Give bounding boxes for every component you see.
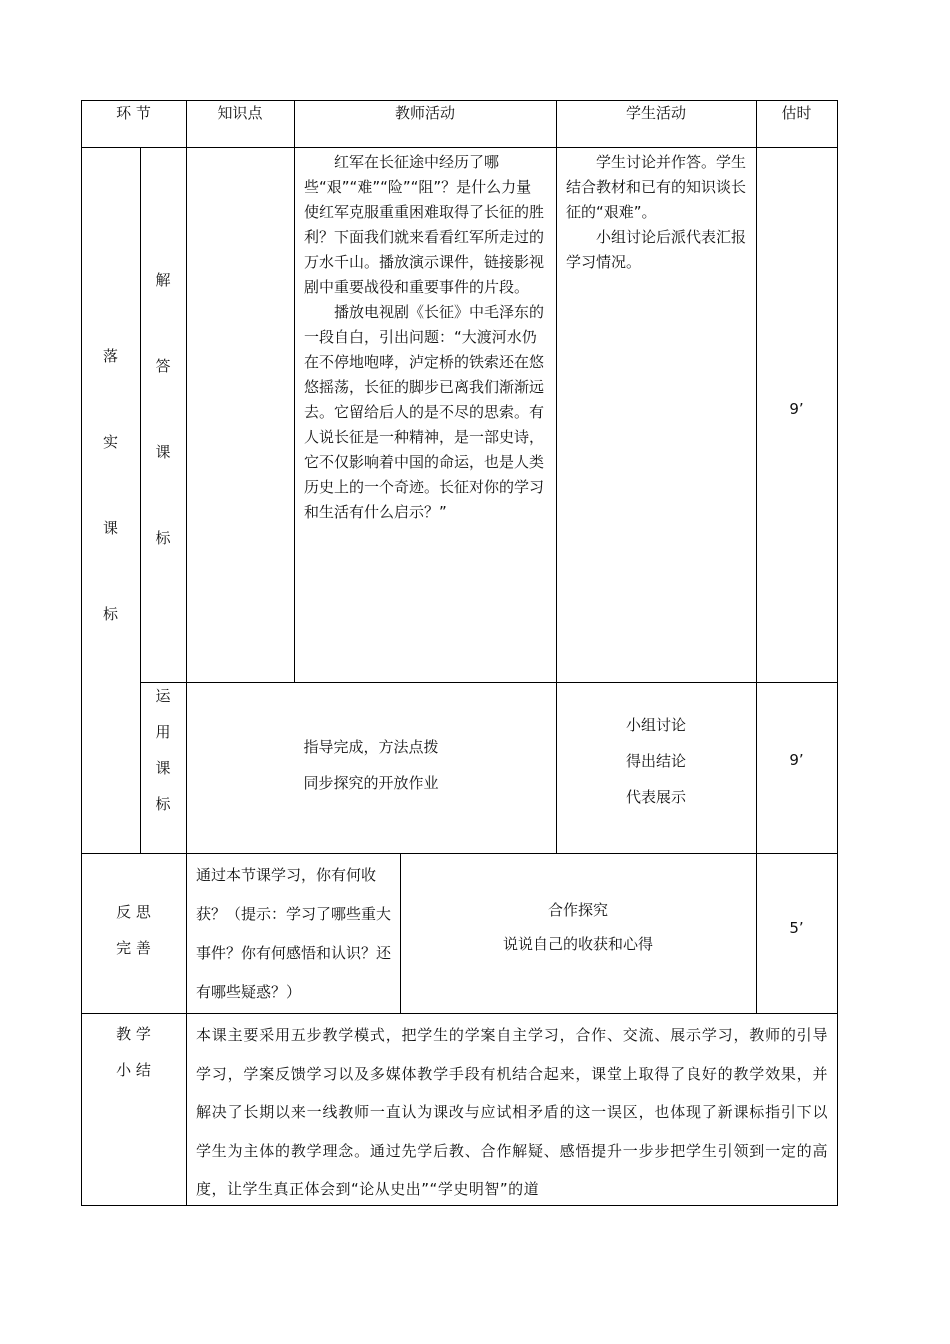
stage-label-implement: 落 实 课 标 [102,347,118,623]
table-border-right [837,100,838,1206]
header-time: 估时 [781,104,812,122]
teaching-summary: 本课主要采用五步教学模式，把学生的学案自主学习，合作、交流、展示学习，教师的引导学习，学案反馈学习以及多媒体教学手段有机结合起来，课堂上取得了良好的教学效果，并解决了长期以来一线教师一直认为课改与应试相矛盾的这一误区，也体现了新课标指引下以学生为主体的教学理念。通过先学后教、合作解疑、感悟提升一步步把学生引领到一定的高度，让学生真正体会到“论从史出”“学史明智”的道 [196,1026,828,1198]
header-knowledge: 知识点 [217,104,263,122]
header-divider [81,147,838,148]
sub-row-divider [140,682,838,683]
column-divider [294,147,295,683]
time-estimate: 9’ [789,400,804,418]
time-estimate: 9’ [789,751,804,769]
teacher-activity-text [304,150,546,525]
sub-label-answer: 解 答 课 标 [155,271,171,547]
reflect-prompt: 通过本节课学习，你有何收获？（提示：学习了哪些重大事件？你有何感悟和认识？还有哪些疑惑？） [196,866,392,1001]
student-paragraph: 学生讨论并作答。学生结合教材和已有的知识谈长征的“艰难”。 [566,153,747,221]
section-divider [81,853,838,854]
column-divider [186,853,187,1206]
apply-student-activity: 小组讨论 得出结论 代表展示 [625,716,686,806]
reflect-activity: 合作探究 说说自己的收获和心得 [502,901,653,953]
section-divider [81,1013,838,1014]
teacher-paragraph: 红军在长征途中经历了哪些“艰”“难”“险”“阻”？是什么力量使红军克服重重困难取得了长征的胜利？下面我们就来看看红军所走过的万水千山。播放演示课件，链接影视剧中重要战役和重要事件的片段。 [304,153,545,296]
time-estimate: 5’ [789,919,804,937]
stage-label-reflect: 反 思 完 善 [116,903,151,957]
table-border-bottom [81,1205,838,1206]
student-activity-text [566,150,748,275]
header-stage: 环 节 [116,104,151,122]
stage-label-summary: 教 学 小 结 [116,1025,151,1079]
apply-teacher-activity: 指导完成，方法点拨 同步探究的开放作业 [303,738,439,792]
header-teacher-activity: 教师活动 [394,104,455,122]
sub-label-apply: 运 用 课 标 [155,687,171,813]
student-paragraph: 小组讨论后派代表汇报学习情况。 [566,228,747,271]
teacher-paragraph: 播放电视剧《长征》中毛泽东的一段自白，引出问题：“大渡河水仍在不停地咆哮，泸定桥的铁索还在悠悠摇荡，长征的脚步已离我们渐渐远去。它留给后人的是不尽的思索。有人说长征是一种精神，是一部史诗，它不仅影响着中国的命运，也是人类历史上的一个奇迹。长征对你的学习和生活有什么启示？” [304,303,545,521]
header-student-activity: 学生活动 [625,104,686,122]
